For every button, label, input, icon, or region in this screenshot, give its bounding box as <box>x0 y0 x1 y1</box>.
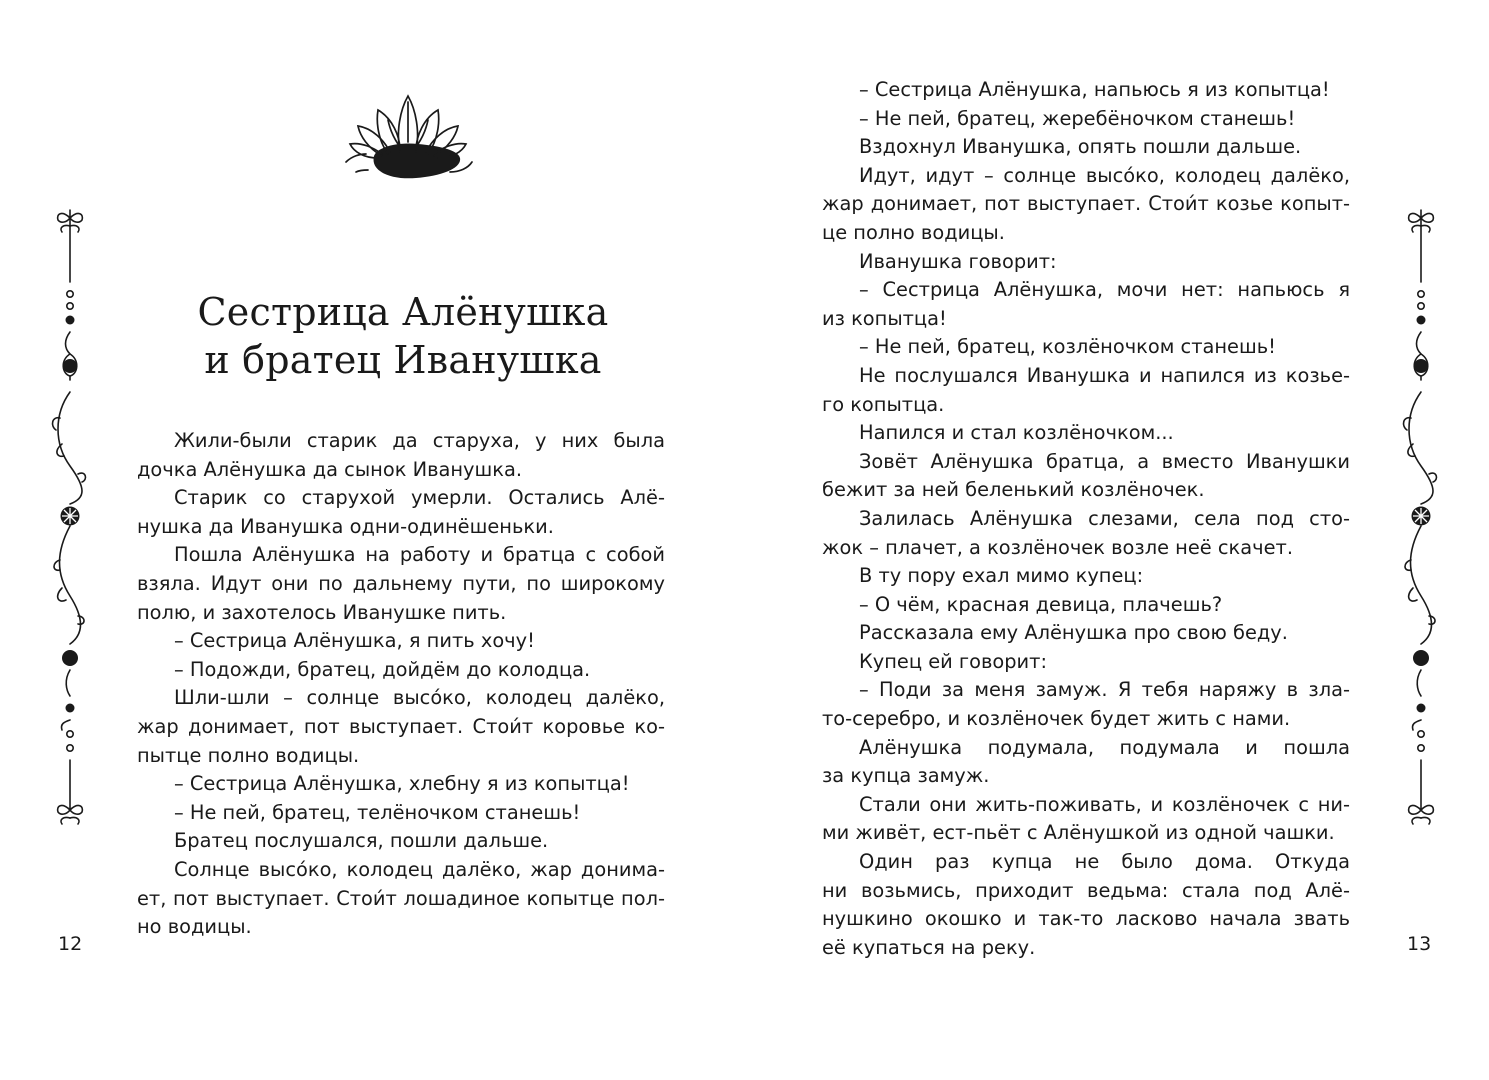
text-line: Купец ей говорит: <box>859 649 1047 673</box>
text-line: за купца замуж. <box>822 764 990 788</box>
text-line: – Не пей, братец, жеребёночком станешь! <box>859 106 1296 130</box>
text-line: – Сестрица Алёнушка, хлебну я из копытца! <box>174 772 630 796</box>
page-number-left: 12 <box>58 933 83 955</box>
text-line: жок – плачет, а козлёночек возле неё скачет. <box>822 535 1293 559</box>
text-line: – Подожди, братец, дойдём до колодца. <box>174 657 591 681</box>
text-line: жар донимает, пот выступает. Стои́т козье копыт- <box>822 192 1350 216</box>
text-line: Братец послушался, пошли дальше. <box>174 829 549 853</box>
story-title <box>150 288 656 384</box>
text-line: Вздохнул Иванушка, опять пошли дальше. <box>859 135 1302 159</box>
text-line: Старик со старухой умерли. Остались Алё- <box>174 486 665 510</box>
text-line: Шли-шли – солнце высо́ко, колодец далёко, <box>174 686 665 710</box>
right-page-text <box>822 76 1350 962</box>
title-line-1: Сестрица Алёнушка <box>197 290 609 334</box>
water-lily-icon <box>338 92 478 188</box>
text-line: Не послушался Иванушка и напился из козье- <box>859 363 1350 387</box>
page-number-right: 13 <box>1407 933 1432 955</box>
text-line: – Не пей, братец, телёночком станешь! <box>174 800 581 824</box>
text-line: це полно водицы. <box>822 220 1005 244</box>
text-line: Солнце высо́ко, колодец далёко, жар донима- <box>174 857 665 881</box>
text-line: нушкино окошко и так-то ласково начала звать <box>822 907 1350 931</box>
text-line: Рассказала ему Алёнушка про свою беду. <box>859 621 1288 645</box>
text-line: из копытца! <box>822 306 947 330</box>
text-line: Иванушка говорит: <box>859 249 1057 273</box>
text-line: дочка Алёнушка да сынок Иванушка. <box>137 457 523 481</box>
text-line: – Сестрица Алёнушка, напьюсь я из копытца! <box>859 78 1330 101</box>
text-line: ни возьмись, приходит ведьма: стала под Алё- <box>822 878 1350 902</box>
text-line: го копытца. <box>822 392 945 416</box>
text-line: Пошла Алёнушка на работу и братца с собой <box>174 543 665 567</box>
text-line: то-серебро, и козлёночек будет жить с нами. <box>822 707 1291 731</box>
text-line: Зовёт Алёнушка братца, а вместо Иванушки <box>859 449 1350 473</box>
text-line: В ту пору ехал мимо купец: <box>859 564 1144 588</box>
text-line: – О чём, красная девица, плачешь? <box>859 592 1223 616</box>
floral-border-ornament-right <box>1401 204 1441 832</box>
text-line: – Не пей, братец, козлёночком станешь! <box>859 335 1276 359</box>
text-line: – Сестрица Алёнушка, мочи нет: напьюсь я <box>859 278 1350 302</box>
text-line: взяла. Идут они по дальнему пути, по широкому <box>137 571 665 595</box>
floral-border-ornament-left <box>50 204 90 832</box>
right-page <box>745 0 1489 1080</box>
text-line: – Сестрица Алёнушка, я пить хочу! <box>174 629 535 653</box>
text-line: ми живёт, ест-пьёт с Алёнушкой из одной чашки. <box>822 821 1335 845</box>
text-line: Жили-были старик да старуха, у них была <box>174 429 665 452</box>
left-page-text <box>137 427 665 942</box>
text-line: Залилась Алёнушка слезами, села под сто- <box>859 506 1350 530</box>
text-line: Один раз купца не было дома. Откуда <box>859 850 1350 874</box>
left-page <box>0 0 744 1080</box>
title-line-2: и братец Иванушка <box>204 338 602 382</box>
text-line: полю, и захотелось Иванушке пить. <box>137 600 507 624</box>
text-line: Стали они жить-поживать, и козлёночек с ни- <box>859 792 1350 816</box>
text-line: пытце полно водицы. <box>137 743 360 767</box>
text-line: Напился и стал козлёночком... <box>859 421 1174 445</box>
text-line: но водицы. <box>137 915 252 939</box>
text-line: Алёнушка подумала, подумала и пошла <box>859 735 1350 759</box>
text-line: Идут, идут – солнце высо́ко, колодец далёко, <box>859 163 1350 187</box>
text-line: её купаться на реку. <box>822 935 1036 959</box>
text-line: ет, пот выступает. Стои́т лошадиное копытце пол- <box>137 886 665 910</box>
text-line: жар донимает, пот выступает. Стои́т коровье ко- <box>137 714 665 738</box>
text-line: – Поди за меня замуж. Я тебя наряжу в зла- <box>859 678 1350 702</box>
text-line: бежит за ней беленький козлёночек. <box>822 478 1205 502</box>
text-line: нушка да Иванушка одни-одинёшеньки. <box>137 514 554 538</box>
